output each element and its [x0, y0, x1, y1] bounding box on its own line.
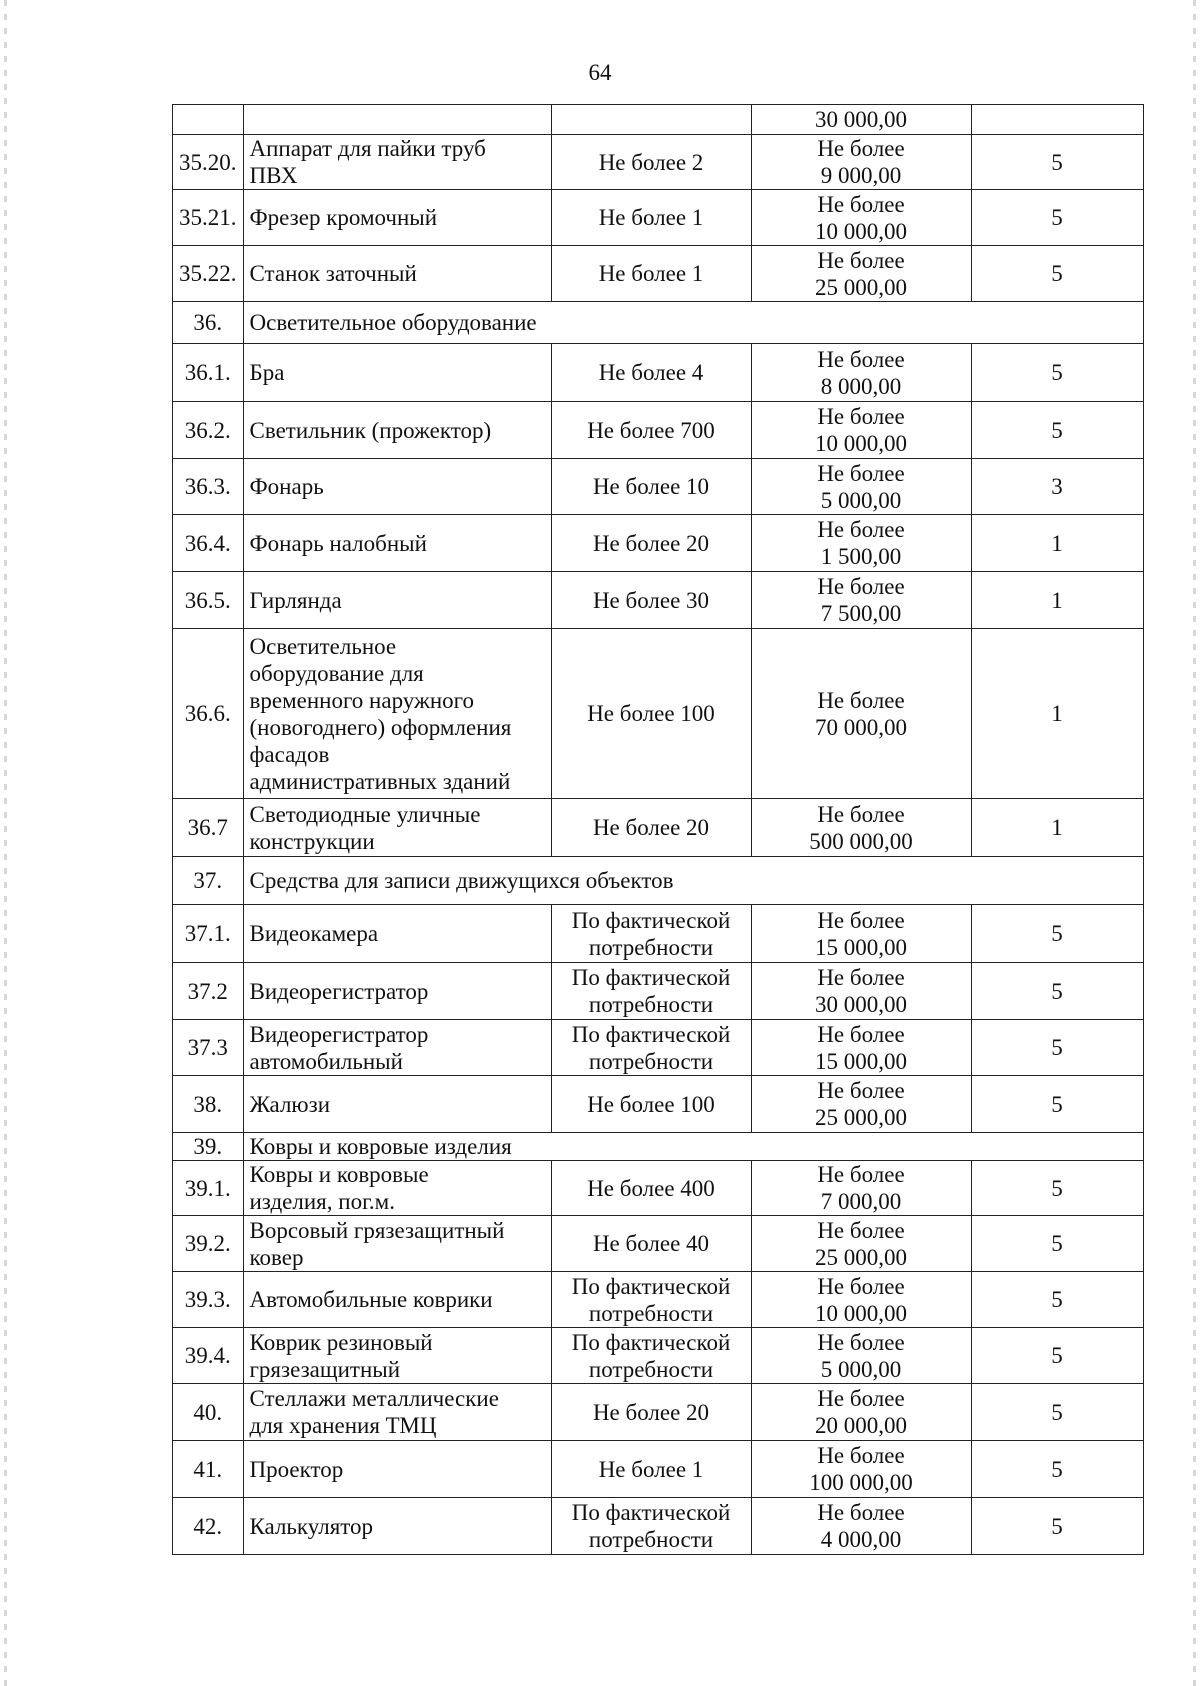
cell-line: Не более 4 — [598, 360, 704, 385]
table-row — [173, 1328, 1144, 1384]
item-name — [243, 1020, 551, 1076]
item-quantity — [551, 1216, 751, 1272]
table-row — [173, 629, 1144, 799]
table-row — [173, 1441, 1144, 1498]
cell-line: Не более — [817, 1021, 905, 1047]
item-name — [243, 572, 551, 629]
cell-line: Не более — [817, 1500, 905, 1525]
item-quantity — [551, 629, 751, 799]
cell-line: 15 000,00 — [815, 1048, 907, 1074]
row-number — [173, 105, 244, 135]
item-name — [243, 1441, 551, 1498]
item-quantity — [551, 963, 751, 1020]
item-service-life: 5 — [971, 1441, 1143, 1498]
item-service-life: 5 — [971, 1161, 1143, 1216]
cell-line: Не более — [817, 136, 905, 161]
cell-line: Не более 700 — [587, 417, 715, 443]
table-body — [173, 105, 1144, 1555]
cell-line: 500 000,00 — [809, 828, 913, 854]
item-quantity — [551, 402, 751, 459]
section-title: Средства для записи движущихся объектов — [243, 857, 1143, 905]
cell-line: ковер — [249, 1244, 304, 1270]
table-row — [173, 1020, 1144, 1076]
row-number: 42. — [173, 1498, 244, 1555]
item-quantity — [551, 1272, 751, 1328]
section-row — [173, 857, 1144, 905]
item-service-life: 5 — [971, 1076, 1143, 1133]
row-number: 36.7 — [173, 799, 244, 857]
cell-line: Видеорегистратор — [249, 978, 429, 1004]
cell-line: автомобильный — [249, 1048, 403, 1074]
item-service-life: 5 — [971, 905, 1143, 963]
item-service-life: 5 — [971, 402, 1143, 459]
table-row — [173, 1272, 1144, 1328]
item-service-life: 1 — [971, 799, 1143, 857]
cell-line: оборудование для — [249, 660, 424, 686]
cell-line: Не более — [817, 1162, 905, 1187]
item-quantity — [551, 105, 751, 135]
cell-line: 10 000,00 — [815, 218, 907, 244]
row-number: 39. — [173, 1133, 244, 1161]
item-name — [243, 135, 551, 190]
cell-line: Автомобильные коврики — [249, 1287, 493, 1312]
item-quantity — [551, 1498, 751, 1555]
item-price — [751, 1328, 971, 1384]
cell-line: Коврик резиновый — [249, 1329, 433, 1355]
item-price — [751, 905, 971, 963]
item-price — [751, 799, 971, 857]
cell-line: конструкции — [249, 828, 375, 854]
item-quantity — [551, 1076, 751, 1133]
cell-line: Не более — [817, 247, 905, 273]
table-row — [173, 963, 1144, 1020]
item-service-life: 1 — [971, 629, 1143, 799]
row-number: 36.1. — [173, 344, 244, 402]
cell-line: 15 000,00 — [815, 934, 907, 960]
cell-line: Не более 1 — [598, 1456, 704, 1482]
cell-line: Аппарат для пайки труб — [249, 136, 486, 161]
table-row — [173, 459, 1144, 515]
item-service-life: 5 — [971, 963, 1143, 1020]
item-service-life: 5 — [971, 190, 1143, 246]
cell-line: 5 000,00 — [820, 487, 902, 513]
item-name — [243, 1384, 551, 1441]
item-name — [243, 1161, 551, 1216]
item-name — [243, 402, 551, 459]
item-name — [243, 1216, 551, 1272]
cell-line: Калькулятор — [249, 1513, 374, 1539]
cell-line: 25 000,00 — [815, 1244, 907, 1270]
row-number: 38. — [173, 1076, 244, 1133]
table-row — [173, 1384, 1144, 1441]
item-price — [751, 1076, 971, 1133]
cell-line: Не более 100 — [587, 701, 715, 726]
cell-line: временного наружного — [249, 687, 475, 713]
row-number: 39.4. — [173, 1328, 244, 1384]
item-price — [751, 135, 971, 190]
cell-line: 70 000,00 — [815, 714, 907, 740]
cell-line: Видеокамера — [249, 921, 379, 946]
scan-edge-right — [1193, 0, 1196, 1686]
section-title: Ковры и ковровые изделия — [243, 1133, 1143, 1161]
item-quantity — [551, 135, 751, 190]
cell-line: 5 000,00 — [820, 1356, 902, 1382]
table-row — [173, 246, 1144, 302]
cell-line: 100 000,00 — [809, 1470, 913, 1495]
cell-line: Фонарь — [249, 474, 324, 499]
cell-line: для хранения ТМЦ — [249, 1413, 437, 1438]
cell-line: 30 000,00 — [815, 992, 907, 1017]
cell-line: По фактической — [571, 1500, 731, 1525]
row-number: 39.3. — [173, 1272, 244, 1328]
cell-line: Не более — [817, 1273, 905, 1299]
equipment-norms-table — [172, 104, 1144, 1555]
row-number: 36.5. — [173, 572, 244, 629]
item-quantity — [551, 246, 751, 302]
row-number: 35.20. — [173, 135, 244, 190]
cell-line: 10 000,00 — [815, 431, 907, 456]
cell-line: Не более — [817, 1386, 905, 1411]
cell-line: (новогоднего) оформления — [249, 714, 512, 740]
cell-line: Бра — [249, 360, 285, 385]
item-name — [243, 515, 551, 572]
cell-line: Не более — [817, 1078, 905, 1103]
cell-line: Ворсовый грязезащитный — [249, 1217, 505, 1243]
table-row — [173, 1076, 1144, 1133]
item-service-life: 5 — [971, 246, 1143, 302]
item-price — [751, 344, 971, 402]
table-row — [173, 135, 1144, 190]
cell-line: Не более — [817, 965, 905, 990]
item-price — [751, 1441, 971, 1498]
item-service-life — [971, 105, 1143, 135]
cell-line: Не более — [817, 574, 905, 599]
cell-line: Не более 100 — [587, 1091, 715, 1117]
cell-line: Не более — [817, 517, 905, 542]
item-price — [751, 629, 971, 799]
cell-line: Не более — [817, 346, 905, 372]
item-price — [751, 1020, 971, 1076]
item-name — [243, 1272, 551, 1328]
cell-line: Не более — [817, 404, 905, 429]
item-price — [751, 459, 971, 515]
item-quantity — [551, 1328, 751, 1384]
cell-line: 25 000,00 — [815, 1105, 907, 1130]
cell-line: Видеорегистратор — [249, 1021, 429, 1047]
cell-line: потребности — [588, 934, 714, 960]
item-quantity — [551, 190, 751, 246]
item-service-life: 5 — [971, 1020, 1143, 1076]
row-number: 37.2 — [173, 963, 244, 1020]
cell-line: 10 000,00 — [815, 1300, 907, 1326]
cell-line: Не более — [817, 1329, 905, 1355]
item-price — [751, 1216, 971, 1272]
cell-line: Не более — [817, 1443, 905, 1468]
cell-line: Не более 400 — [587, 1175, 715, 1201]
row-number: 35.22. — [173, 246, 244, 302]
cell-line: Ковры и ковровые — [249, 1162, 429, 1187]
cell-line: 9 000,00 — [820, 163, 902, 188]
row-number: 35.21. — [173, 190, 244, 246]
cell-line: грязезащитный — [249, 1356, 401, 1382]
item-quantity — [551, 1441, 751, 1498]
item-price — [751, 105, 971, 135]
item-quantity — [551, 572, 751, 629]
item-name — [243, 799, 551, 857]
cell-line: 8 000,00 — [820, 373, 902, 399]
cell-line: По фактической — [571, 907, 731, 933]
cell-line: 30 000,00 — [815, 107, 907, 132]
item-quantity — [551, 344, 751, 402]
row-number: 39.2. — [173, 1216, 244, 1272]
item-name — [243, 905, 551, 963]
cell-line: Не более 1 — [598, 261, 704, 286]
item-price — [751, 246, 971, 302]
item-price — [751, 402, 971, 459]
item-name — [243, 246, 551, 302]
row-number: 36.4. — [173, 515, 244, 572]
item-quantity — [551, 799, 751, 857]
row-number: 36.3. — [173, 459, 244, 515]
cell-line: Не более 20 — [592, 530, 710, 556]
cell-line: 7 000,00 — [820, 1189, 902, 1214]
cell-line: 25 000,00 — [815, 274, 907, 300]
table-row — [173, 344, 1144, 402]
item-price — [751, 515, 971, 572]
item-service-life: 5 — [971, 1216, 1143, 1272]
cell-line: 4 000,00 — [820, 1527, 902, 1552]
cell-line: Не более — [817, 460, 905, 486]
row-number: 37. — [173, 857, 244, 905]
item-quantity — [551, 1020, 751, 1076]
item-name — [243, 105, 551, 135]
cell-line: По фактической — [571, 1273, 731, 1299]
item-quantity — [551, 1161, 751, 1216]
cell-line: Не более 2 — [598, 149, 704, 175]
item-name — [243, 1498, 551, 1555]
cell-line: Осветительное — [249, 633, 397, 659]
table-row — [173, 190, 1144, 246]
row-number: 36.6. — [173, 629, 244, 799]
cell-line: Станок заточный — [249, 261, 417, 286]
table-row — [173, 572, 1144, 629]
row-number: 36.2. — [173, 402, 244, 459]
table-row — [173, 1498, 1144, 1555]
section-title: Осветительное оборудование — [243, 302, 1143, 344]
cell-line: потребности — [588, 1300, 714, 1326]
item-service-life: 5 — [971, 344, 1143, 402]
cell-line: Стеллажи металлические — [249, 1386, 499, 1411]
cell-line: Не более 20 — [592, 815, 710, 840]
item-service-life: 5 — [971, 135, 1143, 190]
item-name — [243, 344, 551, 402]
item-service-life: 5 — [971, 1384, 1143, 1441]
item-service-life: 5 — [971, 1272, 1143, 1328]
cell-line: Не более 40 — [592, 1231, 710, 1256]
item-price — [751, 1498, 971, 1555]
cell-line: Проектор — [249, 1456, 344, 1482]
row-number: 36. — [173, 302, 244, 344]
item-quantity — [551, 515, 751, 572]
section-row — [173, 1133, 1144, 1161]
item-service-life: 5 — [971, 1498, 1143, 1555]
item-price — [751, 1384, 971, 1441]
cell-line: Не более — [817, 687, 905, 713]
row-number: 37.1. — [173, 905, 244, 963]
cell-line: Не более 10 — [592, 474, 710, 499]
item-price — [751, 1161, 971, 1216]
table-row — [173, 799, 1144, 857]
cell-line: административных зданий — [249, 768, 511, 794]
table-row — [173, 1161, 1144, 1216]
table-row — [173, 905, 1144, 963]
item-price — [751, 1272, 971, 1328]
cell-line: 7 500,00 — [820, 601, 902, 626]
cell-line: фасадов — [249, 741, 330, 767]
item-name — [243, 190, 551, 246]
cell-line: Светодиодные уличные — [249, 801, 481, 827]
item-price — [751, 190, 971, 246]
scan-edge-left — [4, 0, 7, 1686]
cell-line: По фактической — [571, 1329, 731, 1355]
item-name — [243, 963, 551, 1020]
row-number: 37.3 — [173, 1020, 244, 1076]
cell-line: Жалюзи — [249, 1091, 330, 1117]
cell-line: По фактической — [571, 965, 731, 990]
item-quantity — [551, 459, 751, 515]
item-quantity — [551, 1384, 751, 1441]
cell-line: Фрезер кромочный — [249, 205, 438, 230]
item-name — [243, 1328, 551, 1384]
row-number: 39.1. — [173, 1161, 244, 1216]
cell-line: Не более — [817, 191, 905, 217]
item-name — [243, 629, 551, 799]
item-service-life: 1 — [971, 572, 1143, 629]
table-row — [173, 402, 1144, 459]
page-number: 64 — [588, 60, 612, 85]
cell-line: Светильник (прожектор) — [249, 417, 492, 443]
cell-line: Не более — [817, 1217, 905, 1243]
cell-line: Фонарь налобный — [249, 530, 427, 556]
cell-line: Не более — [817, 907, 905, 933]
cell-line: ПВХ — [249, 163, 298, 188]
cell-line: потребности — [588, 1356, 714, 1382]
row-number: 40. — [173, 1384, 244, 1441]
cell-line: потребности — [588, 1048, 714, 1074]
item-price — [751, 963, 971, 1020]
cell-line: Не более 30 — [592, 587, 710, 613]
cell-line: потребности — [588, 992, 714, 1017]
item-quantity — [551, 905, 751, 963]
item-name — [243, 1076, 551, 1133]
section-row — [173, 302, 1144, 344]
cell-line: потребности — [588, 1527, 714, 1552]
cell-line: 1 500,00 — [820, 544, 902, 569]
item-service-life: 3 — [971, 459, 1143, 515]
cell-line: 20 000,00 — [815, 1413, 907, 1438]
row-number: 41. — [173, 1441, 244, 1498]
item-name — [243, 459, 551, 515]
item-service-life: 5 — [971, 1328, 1143, 1384]
cell-line: изделия, пог.м. — [249, 1189, 395, 1214]
table-row — [173, 515, 1144, 572]
item-service-life: 1 — [971, 515, 1143, 572]
cell-line: Не более 20 — [592, 1399, 710, 1425]
item-price — [751, 572, 971, 629]
cell-line: Не более 1 — [598, 205, 704, 230]
table-row — [173, 1216, 1144, 1272]
table-row — [173, 105, 1144, 135]
cell-line: Не более — [817, 801, 905, 827]
cell-line: Гирлянда — [249, 587, 342, 613]
cell-line: По фактической — [571, 1021, 731, 1047]
